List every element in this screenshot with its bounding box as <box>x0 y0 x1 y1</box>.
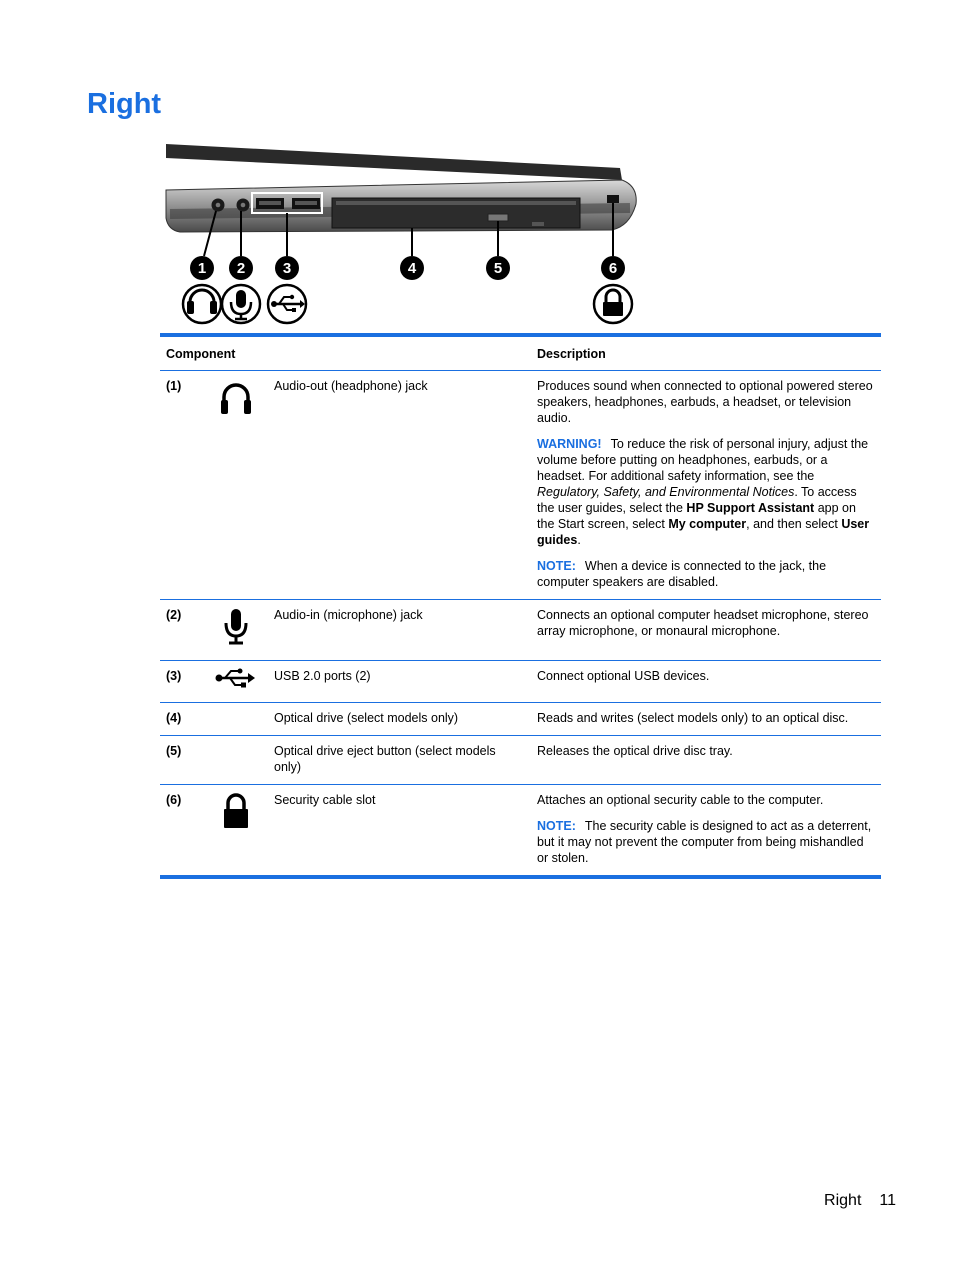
row-number: (5) <box>160 736 204 785</box>
svg-text:6: 6 <box>608 260 618 277</box>
table-row <box>160 600 881 661</box>
headphone-icon <box>216 378 256 418</box>
table-header-row <box>160 335 881 371</box>
callout-4 <box>400 256 424 280</box>
component-description: Releases the optical drive disc tray. <box>531 736 881 785</box>
component-name: Audio-out (headphone) jack <box>268 371 531 600</box>
component-name: Security cable slot <box>268 785 531 878</box>
table-row <box>160 703 881 736</box>
component-description: Attaches an optional security cable to the computer. <box>537 793 824 807</box>
microphone-icon <box>220 607 252 647</box>
warning-label: WARNING! <box>537 437 602 451</box>
component-description: Produces sound when connected to optional powered stereo speakers, headphones, earbuds, a headset, or television audio. <box>537 379 873 425</box>
microphone-icon <box>222 285 260 323</box>
laptop-right-side-illustration <box>160 138 650 330</box>
svg-text:5: 5 <box>493 260 503 277</box>
note-label: NOTE: <box>537 819 576 833</box>
components-table <box>160 333 881 879</box>
header-component: Component <box>160 335 531 371</box>
component-description: Connects an optional computer headset microphone, stereo array microphone, or monaural microphone. <box>531 600 881 661</box>
table-row <box>160 736 881 785</box>
row-number: (1) <box>160 371 204 600</box>
usb-icon <box>215 668 257 688</box>
component-description: Connect optional USB devices. <box>531 661 881 703</box>
callout-3 <box>275 256 299 280</box>
row-number: (3) <box>160 661 204 703</box>
lock-icon <box>221 792 251 830</box>
note-label: NOTE: <box>537 559 576 573</box>
headphone-icon <box>183 285 221 323</box>
callout-5 <box>486 256 510 280</box>
row-number: (6) <box>160 785 204 878</box>
regulatory-notices-title: Regulatory, Safety, and Environmental Notices <box>537 485 795 499</box>
lock-icon <box>594 285 632 323</box>
table-row <box>160 371 881 600</box>
component-description: Reads and writes (select models only) to an optical disc. <box>531 703 881 736</box>
row-number: (4) <box>160 703 204 736</box>
component-name: USB 2.0 ports (2) <box>268 661 531 703</box>
component-name: Optical drive (select models only) <box>268 703 531 736</box>
component-name: Audio-in (microphone) jack <box>268 600 531 661</box>
warning-note: WARNING! To reduce the risk of personal injury, adjust the volume before putting on headphones, earbuds, or a headset. For additional safety information, see the Regulatory, Safety, and Environmental Notices. To access the user guides, select the HP Support Assistant app on the Start screen, select My computer, and then select User guides. <box>537 437 870 547</box>
component-name: Optical drive eject button (select models only) <box>268 736 531 785</box>
footer-section-title: Right <box>824 1192 862 1209</box>
table-row <box>160 785 881 878</box>
svg-text:1: 1 <box>197 260 207 277</box>
page-title: Right <box>87 88 162 120</box>
usb-icon <box>268 285 306 323</box>
note: NOTE: The security cable is designed to act as a deterrent, but it may not prevent the computer from being mishandled or stolen. <box>537 819 872 865</box>
svg-text:2: 2 <box>236 260 246 277</box>
svg-text:4: 4 <box>407 260 417 277</box>
header-description: Description <box>531 335 881 371</box>
page-footer <box>824 1192 896 1210</box>
callout-2 <box>229 256 253 280</box>
svg-text:3: 3 <box>282 260 292 277</box>
page-number: 11 <box>879 1192 896 1209</box>
callout-6 <box>601 256 625 280</box>
note: NOTE: When a device is connected to the jack, the computer speakers are disabled. <box>537 559 827 589</box>
callout-1 <box>190 256 214 280</box>
row-number: (2) <box>160 600 204 661</box>
table-row <box>160 661 881 703</box>
